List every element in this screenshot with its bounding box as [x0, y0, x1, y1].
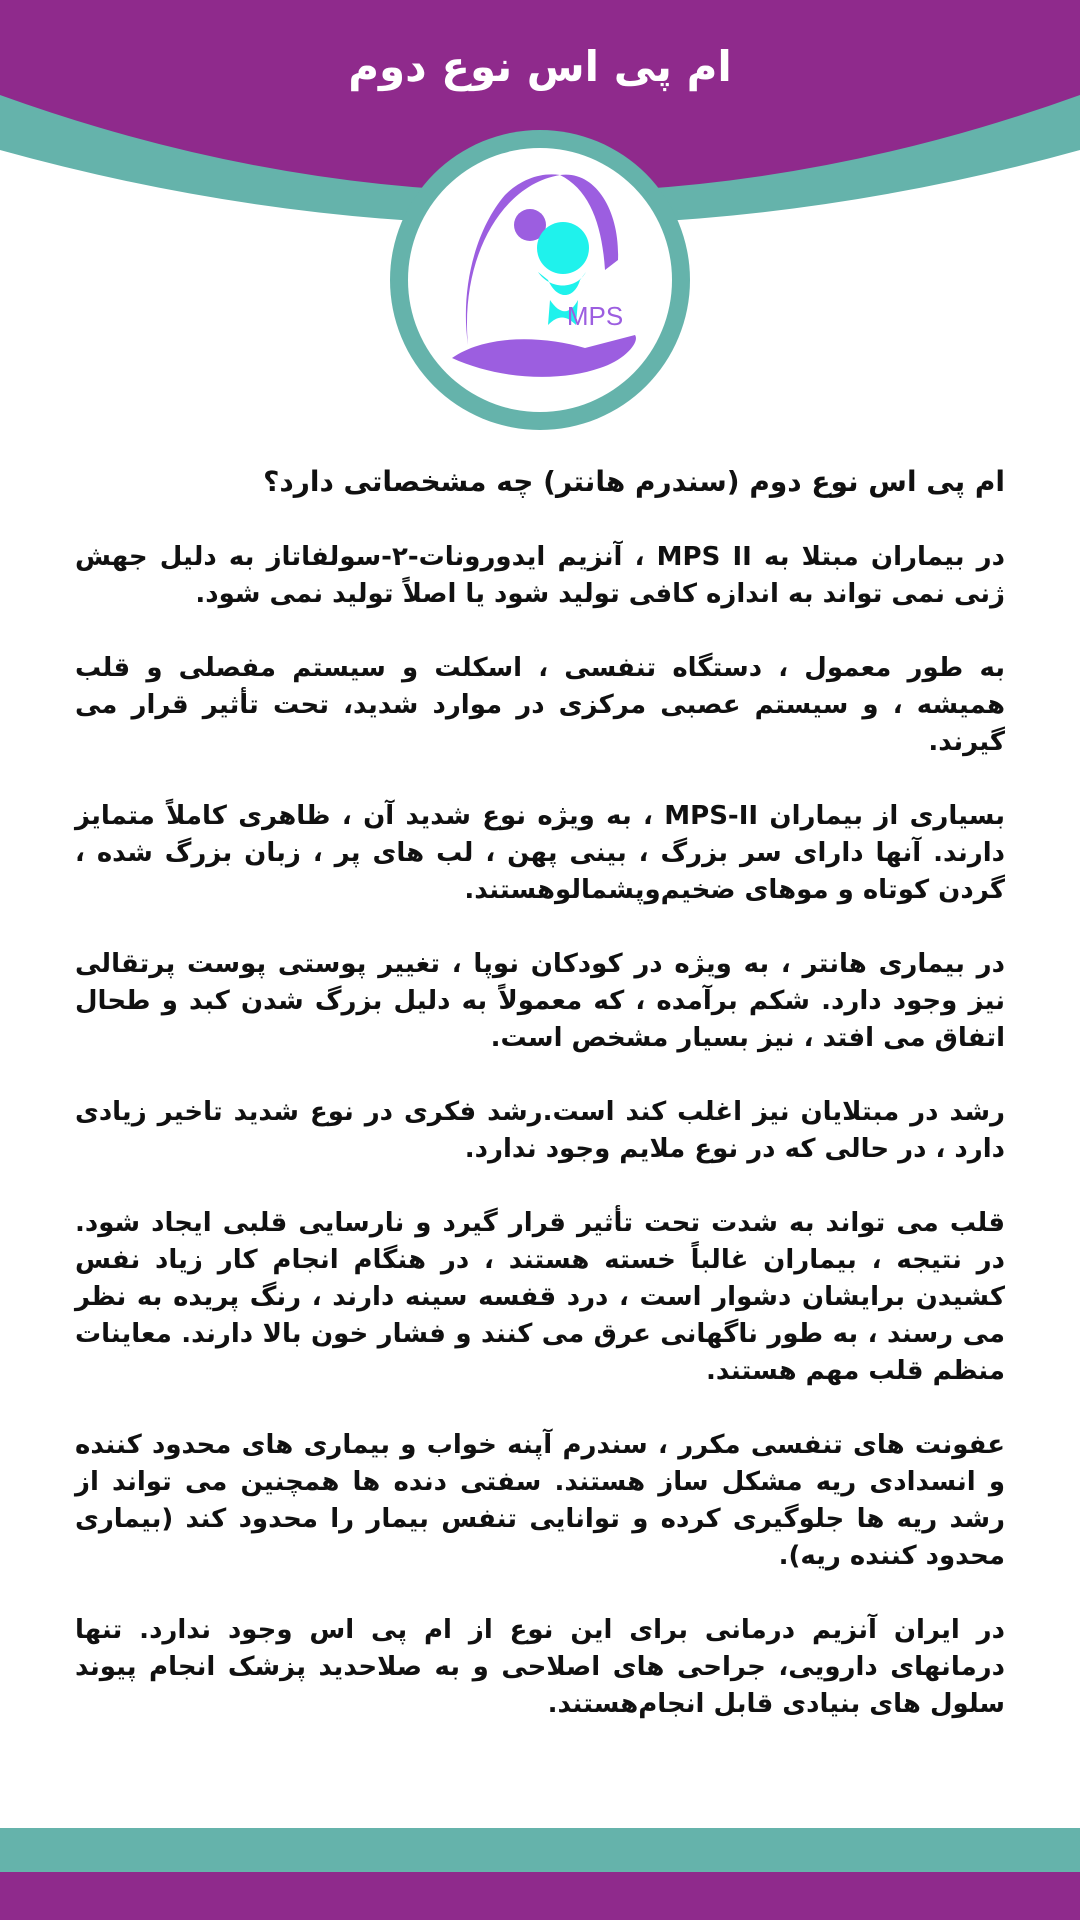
paragraph-heart: قلب می تواند به شدت تحت تأثیر قرار گیرد و نارسایی قلبی ایجاد شود. در نتیجه ، بیماران غالباً خسته هستند ، در هنگام انجام کار زیاد نفس کشیدن برایشان دشوار است ، درد قفسه سینه دارند ، رنگ پریده به نظر می رسند ، به طور ناگهانی عرق می کنند و فشار خون بالا دارند. معاینات منظم قلب مهم هستند. — [75, 1208, 1005, 1386]
page-title: ام پی اس نوع دوم — [348, 42, 732, 91]
paragraph-enzyme: در بیماران مبتلا به MPS II ، آنزیم ایدورونات-۲-سولفاتاز به دلیل جهش ژنی نمی تواند به اندازه کافی تولید شود یا اصلاً تولید نمی شود. — [75, 542, 1005, 609]
footer-teal-band — [0, 1828, 1080, 1872]
paragraph-appearance: بسیاری از بیماران MPS-II ، به ویژه نوع شدید آن ، ظاهری کاملاً متمایز دارند. آنها دارای سر بزرگ ، بینی پهن ، لب های پر ، زبان بزرگ شده ، گردن کوتاه و موهای ضخیم‌وپشمالوهستند. — [75, 801, 1005, 905]
child-head-icon — [537, 222, 589, 274]
mps-logo — [390, 130, 690, 430]
paragraph-treatment-iran: در ایران آنزیم درمانی برای این نوع از ام پی اس وجود ندارد. تنها درمانهای دارویی، جراحی های اصلاحی و به صلاحدید پزشک انجام پیوند سلول های بنیادی قابل انجام‌هستند. — [75, 1615, 1005, 1719]
footer-purple-band — [0, 1872, 1080, 1920]
paragraph-systems: به طور معمول ، دستگاه تنفسی ، اسکلت و سیستم مفصلی و قلب همیشه ، و سیستم عصبی مرکزی در موارد شدید، تحت تأثیر قرار می گیرند. — [75, 653, 1005, 757]
paragraph-growth: رشد در مبتلایان نیز اغلب کند است.رشد فکری در نوع شدید تاخیر زیادی دارد ، در حالی که در نوع ملایم وجود ندارد. — [75, 1097, 1005, 1164]
article-question: ام پی اس نوع دوم (سندرم هانتر) چه مشخصاتی دارد؟ — [263, 465, 1005, 498]
paragraph-skin-abdomen: در بیماری هانتر ، به ویژه در کودکان نوپا ، تغییر پوستی پوست پرتقالی نیز وجود دارد. شکم برآمده ، که معمولاً به دلیل بزرگ شدن کبد و طحال اتفاق می افتد ، نیز بسیار مشخص است. — [75, 949, 1005, 1053]
paragraph-respiratory: عفونت های تنفسی مکرر ، سندرم آپنه خواب و بیماری های محدود کننده و انسدادی ریه مشکل ساز هستند. سفتی دنده ها همچنین می تواند از رشد ریه ها جلوگیری کرده و توانایی تنفس بیمار را محدود کند (بیماری محدود کننده ریه). — [75, 1430, 1005, 1571]
article-body — [75, 462, 1005, 1760]
logo-text: MPS — [566, 301, 624, 331]
